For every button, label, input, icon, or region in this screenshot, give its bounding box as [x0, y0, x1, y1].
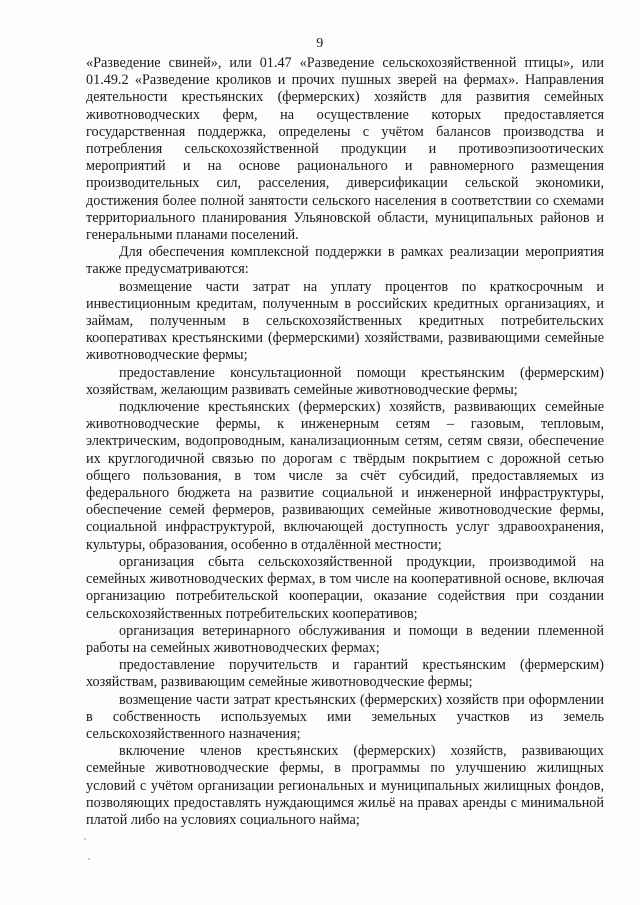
paragraph-continuation: «Разведение свиней», или 01.47 «Разведение сельскохозяйственной птицы», или 01.49.2 «Разведение кроликов и прочих пушных зверей на фермах». Направления деятельности крестьянских (фермерских) хозяйств для развития семейных животноводческих ферм, на осуществление которых предоставляется государственная поддержка, определены с учётом балансов производства и потребления сельскохозяйственной продукции и противоэпизоотических мероприятий и на основе рационального и равномерного размещения производительных сил, расселения, диверсификации сельской экономики, достижения более полной занятости сельского населения в соответствии со схемами территориального планирования Ульяновской области, муниципальных районов и генеральными планами поселений. [86, 55, 604, 244]
list-item-land-registration: возмещение части затрат крестьянских (фермерских) хозяйств при оформлении в собственность используемых ими земельных участков из земель сельскохозяйственного назначения; [86, 691, 604, 742]
list-item-guarantees: предоставление поручительств и гарантий крестьянским (фермерским) хозяйствам, развивающим семейные животноводческие фермы; [86, 657, 604, 691]
body-text [86, 55, 604, 829]
list-item-housing: включение членов крестьянских (фермерских) хозяйств, развивающих семейные животноводческие фермы, в программы по улучшению жилищных условий с учётом организации региональных и муниципальных жилищных фондов, позволяющих предоставлять нуждающимся жильё на правах аренды с минимальной платой либо на условиях социального найма; [86, 743, 604, 828]
list-item-utilities-connection: подключение крестьянских (фермерских) хозяйств, развивающих семейные животноводческие фермы, к инженерным сетям – газовым, тепловым, электрическим, водопроводным, канализационным сетям, сетям связи, обеспечение их круглогодичной связью по дорогам с твёрдым покрытием с дорожной сетью общего пользования, в том числе за счёт субсидий, предоставляемых из федерального бюджета на развитие социальной и инженерной инфраструктуры, обеспечение семей фермеров, развивающих семейные животноводческие фермы, социальной инфраструктурой, включающей доступность услуг здравоохранения, культуры, образования, особенно в отдалённой местности; [86, 399, 604, 553]
list-item-sales-organization: организация сбыта сельскохозяйственной продукции, производимой на семейных животноводческих фермах, в том числе на кооперативной основе, включая организацию потребительской кооперации, оказание содействия при создании сельскохозяйственных потребительских кооперативов; [86, 553, 604, 622]
list-item-consulting: предоставление консультационной помощи крестьянским (фермерским) хозяйствам, желающим развивать семейные животноводческие фермы; [86, 364, 604, 398]
page-number: 9 [316, 36, 324, 51]
scan-speck [84, 838, 86, 840]
paragraph-intro: Для обеспечения комплексной поддержки в рамках реализации мероприятия также предусматриваются: [86, 244, 604, 278]
list-item-interest-compensation: возмещение части затрат на уплату процентов по краткосрочным и инвестиционным кредитам, полученным в российских кредитных организациях, и займам, полученным в сельскохозяйственных кредитных потребительских кооперативах крестьянскими (фермерскими) хозяйствами, развивающими семейные животноводческие фермы; [86, 278, 604, 364]
scan-speck [88, 858, 90, 860]
list-item-veterinary: организация ветеринарного обслуживания и помощи в ведении племенной работы на семейных животноводческих фермах; [86, 622, 604, 656]
